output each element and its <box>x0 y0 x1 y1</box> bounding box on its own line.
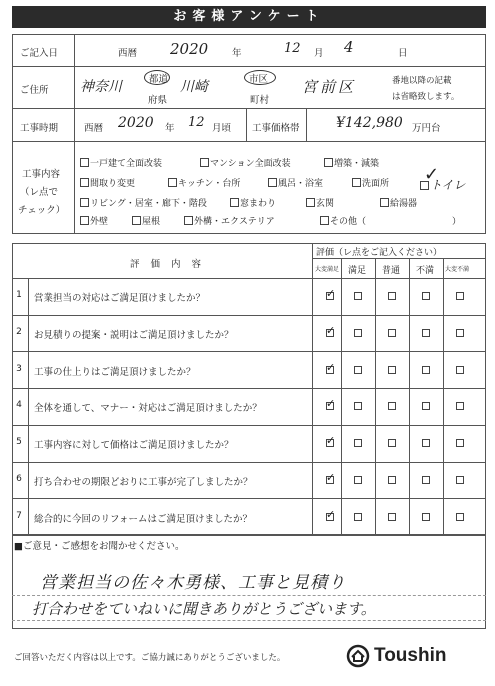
date-label: ご記入日 <box>20 48 59 59</box>
rating-checkbox[interactable] <box>422 366 430 374</box>
address-prefecture: 神奈川 <box>80 79 122 95</box>
address-city: 川崎 <box>180 79 208 95</box>
period-month: 12 <box>188 115 205 130</box>
date-day: 4 <box>344 38 354 56</box>
rating-checkbox[interactable] <box>422 292 430 300</box>
question-number: 6 <box>16 474 22 484</box>
content-label-line1: 工事内容 <box>22 169 61 180</box>
rating-checkbox[interactable] <box>388 292 396 300</box>
content-option[interactable]: 間取り変更 <box>80 176 135 189</box>
rating-check-mark: ✓ <box>326 287 336 300</box>
content-label-line2: （レ点で <box>20 187 59 198</box>
address-chouson: 町村 <box>250 95 270 106</box>
rating-checkbox[interactable] <box>456 476 464 484</box>
address-note-2: は省略致します。 <box>392 92 460 102</box>
content-option[interactable]: 洗面所 <box>352 176 389 189</box>
date-month: 12 <box>284 41 301 56</box>
content-option[interactable]: 風呂・浴室 <box>268 176 323 189</box>
price-unit: 万円台 <box>412 123 441 134</box>
rating-checkbox[interactable] <box>388 366 396 374</box>
rating-checkbox[interactable] <box>354 329 362 337</box>
question-number: 3 <box>16 364 22 374</box>
content-option[interactable]: その他（ <box>320 214 366 227</box>
content-option[interactable]: キッチン・台所 <box>168 176 240 189</box>
content-option[interactable]: 玄関 <box>306 196 334 209</box>
question-number: 2 <box>16 327 22 337</box>
content-option[interactable]: 外壁 <box>80 214 108 227</box>
question-text: 全体を通して、マナー・対応はご満足頂けましたか？ <box>34 403 262 414</box>
address-note-1: 番地以降の記載 <box>392 76 452 86</box>
comments-line-2: 打合わせをていねいに聞きありがとうございます。 <box>32 600 376 618</box>
comments-line-1: 営業担当の佐々木勇様、工事と見積り <box>40 573 346 593</box>
content-option[interactable]: リビング・居室・廊下・階段 <box>80 196 207 209</box>
period-year: 2020 <box>118 115 154 131</box>
rating-checkbox[interactable] <box>422 476 430 484</box>
rating-checkbox[interactable] <box>388 439 396 447</box>
rating-checkbox[interactable] <box>354 513 362 521</box>
content-option[interactable]: 増築・減築 <box>324 156 379 169</box>
address-fuken: 府県 <box>148 95 168 106</box>
question-number: 1 <box>16 290 22 300</box>
period-month-unit: 月頃 <box>212 123 232 134</box>
rating-checkbox[interactable] <box>456 329 464 337</box>
rating-check-mark: ✓ <box>326 361 336 374</box>
price-value: ¥142,980 <box>336 115 403 131</box>
period-year-unit: 年 <box>165 123 175 134</box>
question-text: 工事の仕上りはご満足頂けましたか？ <box>34 367 196 378</box>
rating-header: 満足 <box>348 266 367 276</box>
rating-checkbox[interactable] <box>354 402 362 410</box>
content-option[interactable]: 窓まわり <box>230 196 276 209</box>
rating-header: 不満 <box>416 266 435 276</box>
rating-header: 大変満足 <box>315 266 340 273</box>
address-label: ご住所 <box>20 85 49 96</box>
period-label: 工事時期 <box>20 123 59 134</box>
content-option-checked[interactable]: トイレ <box>420 176 465 193</box>
date-era: 西暦 <box>118 48 138 59</box>
rating-checkbox[interactable] <box>456 402 464 410</box>
rating-checkbox[interactable] <box>354 439 362 447</box>
content-option[interactable]: 屋根 <box>132 214 160 227</box>
question-text: お見積りの提案・説明はご満足頂けましたか？ <box>34 330 234 341</box>
rating-header: 普通 <box>382 266 401 276</box>
address-ward: 宮前区 <box>302 78 357 96</box>
question-text: 打ち合わせの期限どおりに工事が完了しましたか？ <box>34 477 253 488</box>
footer-note: ご回答いただく内容は以上です。ご協力誠にありがとうございました。 <box>14 653 286 663</box>
question-text: 営業担当の対応はご満足頂けましたか？ <box>34 293 206 304</box>
rating-checkbox[interactable] <box>388 513 396 521</box>
toushin-logo-icon <box>346 644 370 671</box>
rating-checkbox[interactable] <box>422 402 430 410</box>
rating-checkbox[interactable] <box>354 476 362 484</box>
date-day-unit: 日 <box>398 48 408 59</box>
comments-label: ■ご意見・ご感想をお聞かせください。 <box>14 541 185 552</box>
rating-checkbox[interactable] <box>388 329 396 337</box>
question-number: 7 <box>16 511 22 521</box>
form-title: お客様アンケート <box>12 6 486 28</box>
rating-checkbox[interactable] <box>456 292 464 300</box>
brand-name: Toushin <box>374 645 447 666</box>
content-label-line3: チェック） <box>18 205 66 216</box>
rating-checkbox[interactable] <box>388 402 396 410</box>
rating-check-mark: ✓ <box>326 471 336 484</box>
content-other-close: ） <box>452 217 462 227</box>
rating-checkbox[interactable] <box>422 329 430 337</box>
rating-checkbox[interactable] <box>422 513 430 521</box>
rating-check-mark: ✓ <box>326 324 336 337</box>
content-option[interactable]: マンション全面改装 <box>200 156 291 169</box>
rating-checkbox[interactable] <box>456 439 464 447</box>
rating-check-mark: ✓ <box>326 434 336 447</box>
survey-table <box>12 243 486 535</box>
period-era: 西暦 <box>84 123 104 134</box>
rating-header: 大変不満 <box>445 266 470 273</box>
content-option[interactable]: 外構・エクステリア <box>184 214 275 227</box>
survey-header-rating: 評価（レ点をご記入ください） <box>316 248 443 258</box>
question-text: 総合的に今回のリフォームはご満足頂けましたか？ <box>34 514 253 525</box>
date-year-unit: 年 <box>232 48 242 59</box>
price-label: 工事価格帯 <box>252 123 300 134</box>
rating-checkbox[interactable] <box>388 476 396 484</box>
content-option[interactable]: 一戸建て全面改装 <box>80 156 162 169</box>
question-number: 5 <box>16 437 22 447</box>
rating-checkbox[interactable] <box>354 292 362 300</box>
address-shiku: 市区 <box>249 74 269 85</box>
date-month-unit: 月 <box>314 48 324 59</box>
address-todo: 都道 <box>149 74 169 85</box>
rating-check-mark: ✓ <box>326 508 336 521</box>
content-check-mark: ✓ <box>424 164 440 185</box>
question-text: 工事内容に対して価格はご満足頂けましたか？ <box>34 440 234 451</box>
rating-checkbox[interactable] <box>354 366 362 374</box>
question-number: 4 <box>16 400 22 410</box>
rating-check-mark: ✓ <box>326 397 336 410</box>
rating-checkbox[interactable] <box>456 366 464 374</box>
survey-header-content: 評 価 内 容 <box>130 259 206 270</box>
rating-checkbox[interactable] <box>456 513 464 521</box>
content-option[interactable]: 給湯器 <box>380 196 417 209</box>
rating-checkbox[interactable] <box>422 439 430 447</box>
date-year: 2020 <box>170 40 209 58</box>
